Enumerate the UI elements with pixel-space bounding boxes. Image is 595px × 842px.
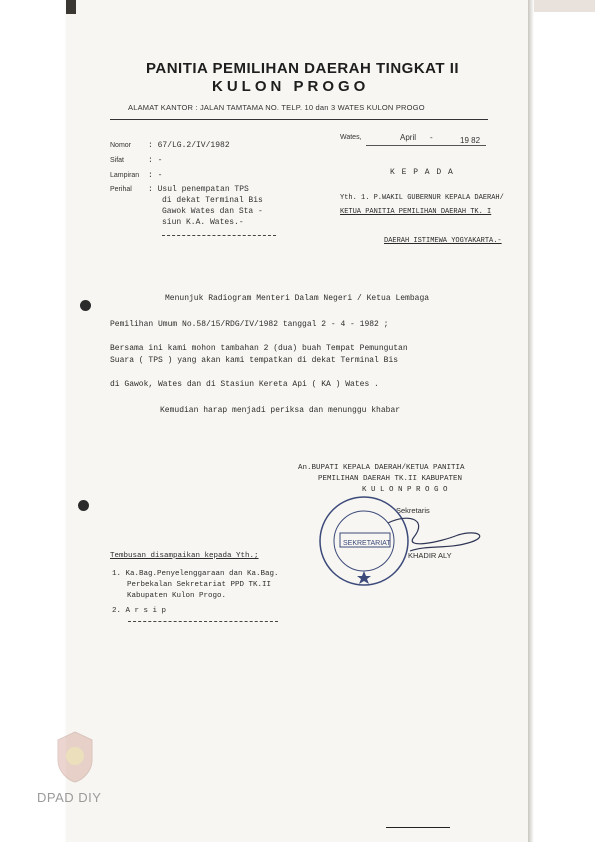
letterhead-title: PANITIA PEMILIHAN DAERAH TINGKAT II [146,60,460,77]
letterhead-rule [110,119,488,120]
date-month: April [400,133,417,142]
page-corner-shadow [66,0,76,14]
recipient-line: Yth. 1. P.WAKIL GUBERNUR KEPALA DAERAH/ [340,194,504,202]
recipient-line: KETUA PANITIA PEMILIHAN DAERAH TK. I [340,208,492,216]
kepada-label: K E P A D A [390,168,454,177]
date-dash: - [430,133,433,142]
body-line: Kemudian harap menjadi periksa dan menunggu khabar [160,406,401,415]
nomor-label: Nomor [110,142,132,149]
tembusan-item: Perbekalan Sekretariat PPD TK.II [127,581,272,589]
perihal-underline [162,235,276,236]
perihal-label: Perihal [110,186,132,193]
punch-hole [78,500,89,511]
body-line: Pemilihan Umum No.58/15/RDG/IV/1982 tanggal 2 - 4 - 1982 ; [110,320,389,329]
signature-line: An.BUPATI KEPALA DAERAH/KETUA PANITIA [298,464,465,472]
tembusan-underline [128,621,278,622]
date-place: Wates, [340,134,362,141]
signature-line: K U L O N P R O G O [362,486,448,494]
perihal-line: siun K.A. Wates.- [162,218,244,227]
tembusan-item: Kabupaten Kulon Progo. [127,592,227,600]
page-edge-shadow [528,0,534,842]
punch-hole [80,300,91,311]
letterhead-address: ALAMAT KANTOR : JALAN TAMTAMA NO. TELP. 10 dan 3 WATES KULON PROGO [128,103,425,112]
perihal-line: : Usul penempatan TPS [148,185,249,194]
perihal-line: di dekat Terminal Bis [162,196,263,205]
lampiran-label: Lampiran [110,172,140,179]
document-page [66,0,528,842]
sifat-value: : - [148,156,163,165]
dpad-logo-icon [52,730,98,784]
body-line: Menunjuk Radiogram Menteri Dalam Negeri / Ketua Lembaga [165,294,430,303]
tembusan-heading: Tembusan disampaikan kepada Yth.; [110,552,259,560]
date-underline [366,145,486,146]
sifat-label: Sifat [110,157,125,164]
date-year: 19 82 [460,136,481,145]
lampiran-value: : - [148,171,163,180]
watermark-text: DPAD DIY [37,790,102,805]
body-line: Suara ( TPS ) yang akan kami tempatkan di dekat Terminal Bis [110,356,399,365]
body-line: di Gawok, Wates dan di Stasiun Kereta Api ( KA ) Wates . [110,380,379,389]
signatory-name: KHADIR ALY [408,551,452,560]
perihal-line: Gawok Wates dan Sta - [162,207,263,216]
nomor-value: : 67/LG.2/IV/1982 [148,141,230,150]
signature-role: Sekretaris [396,506,430,515]
tembusan-item: 1. Ka.Bag.Penyelenggaraan dan Ka.Bag. [112,570,279,578]
body-line: Bersama ini kami mohon tambahan 2 (dua) buah Tempat Pemungutan [110,344,408,353]
recipient-line: DAERAH ISTIMEWA YOGYAKARTA.- [384,237,502,245]
tembusan-item: 2. A r s i p [112,607,167,615]
stamp-text: SEKRETARIAT [343,540,391,547]
background-strip [528,0,595,842]
footer-line [386,827,450,828]
signature-line: PEMILIHAN DAERAH TK.II KABUPATEN [318,475,463,483]
letterhead-subtitle: KULON PROGO [212,78,370,95]
